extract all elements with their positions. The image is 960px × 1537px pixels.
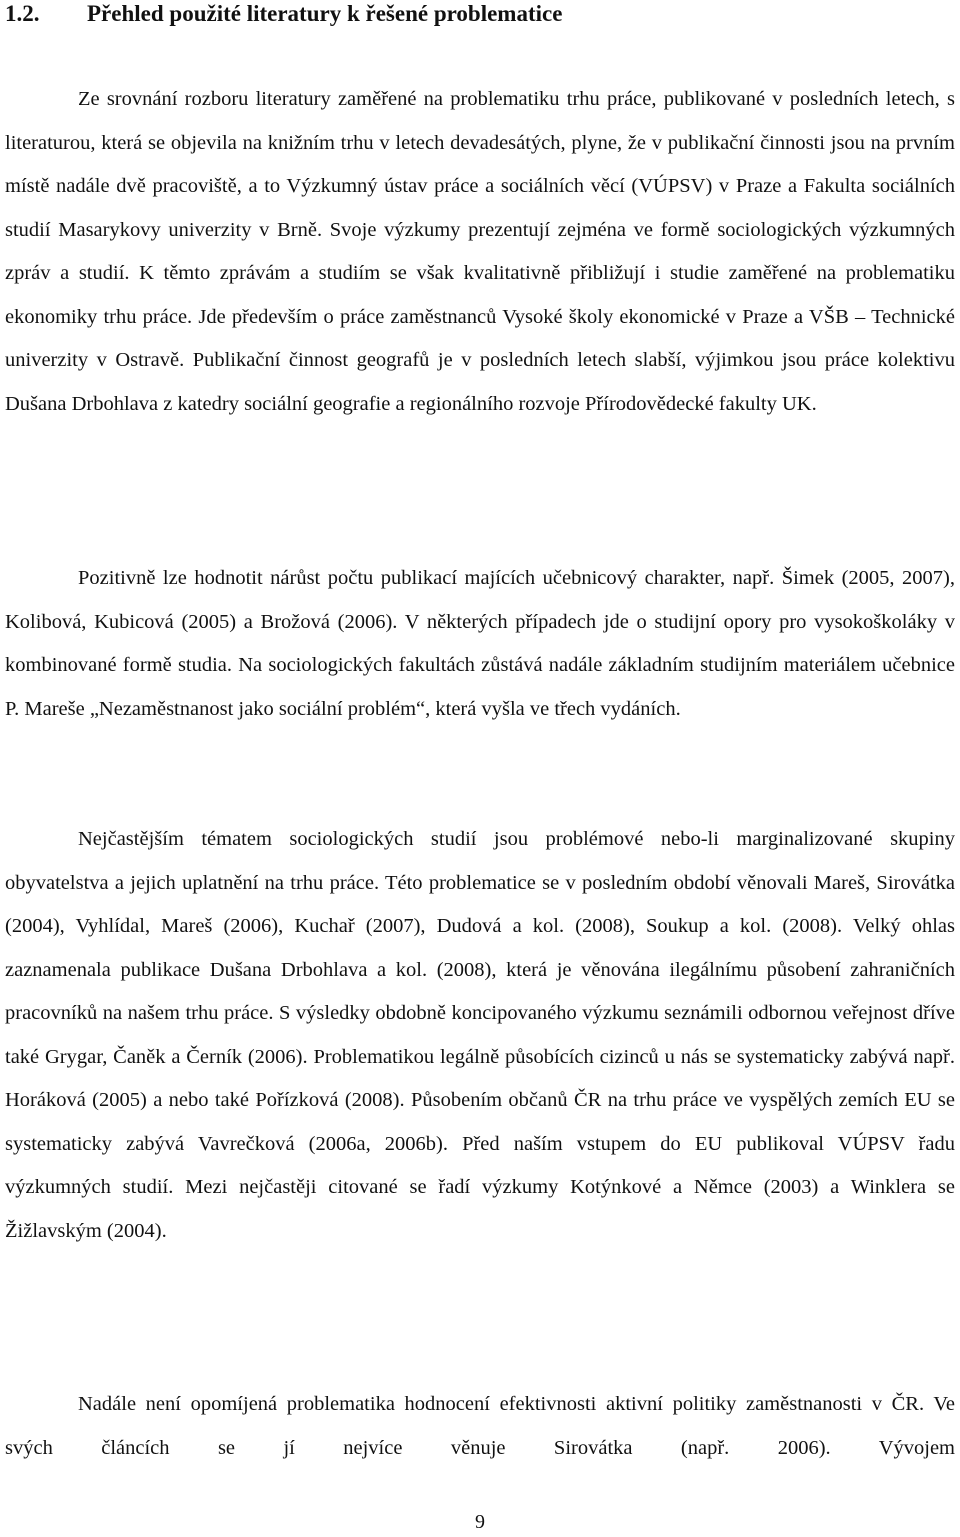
section-number: 1.2. <box>5 1 40 26</box>
paragraph-4: Nadále není opomíjená problematika hodnocení efektivnosti aktivní politiky zaměstnanosti v ČR. Ve svých článcích se jí nejvíce věnuje Sirovátka (např. 2006). Vývojem <box>5 1393 955 1459</box>
section-heading <box>5 0 955 28</box>
paragraph-3: Nejčastějším tématem sociologických studií jsou problémové nebo-li marginalizované skupiny obyvatelstva a jejich uplatnění na trhu práce. Této problematice se v posledním období věnovali Mareš, Sirovátka (2004), Vyhlídal, Mareš (2006), Kuchař (2007), Dudová a kol. (2008), Soukup a kol. (2008). Velký ohlas zaznamenala publikace Dušana Drbohlava a kol. (2008), která je věnována ilegálnímu působení zahraničních pracovníků na našem trhu práce. S výsledky obdobně koncipovaného výzkumu seznámili odbornou veřejnost dříve také Grygar, Čaněk a Černík (2006). Problematikou legálně působících cizinců u nás se systematicky zabývá např. Horáková (2005) a nebo také Pořízková (2008). Působením občanů ČR na trhu práce ve vyspělých zemích EU se systematicky zabývá Vavrečková (2006a, 2006b). Před naším vstupem do EU publikoval VÚPSV řadu výzkumných studií. Mezi nejčastěji citované se řadí výzkumy Kotýnkové a Němce (2003) a Winklera se Žižlavským (2004). <box>5 828 955 1242</box>
page-number: 9 <box>475 1511 485 1533</box>
paragraph-1: Ze srovnání rozboru literatury zaměřené na problematiku trhu práce, publikované v posledních letech, s literaturou, která se objevila na knižním trhu v letech devadesátých, plyne, že v publikační činnosti jsou na prvním místě nadále dvě pracoviště, a to Výzkumný ústav práce a sociálních věcí (VÚPSV) v Praze a Fakulta sociálních studií Masarykovy univerzity v Brně. Svoje výzkumy prezentují zejména ve formě sociologických výzkumných zpráv a studií. K těmto zprávám a studiím se však kvalitativně přibližují i studie zaměřené na problematiku ekonomiky trhu práce. Jde především o práce zaměstnanců Vysoké školy ekonomické v Praze a VŠB – Technické univerzity v Ostravě. Publikační činnost geografů je v posledních letech slabší, výjimkou jsou práce kolektivu Dušana Drbohlava z katedry sociální geografie a regionálního rozvoje Přírodovědecké fakulty UK. <box>5 88 955 415</box>
paragraph-2: Pozitivně lze hodnotit nárůst počtu publikací majících učebnicový charakter, např. Šimek (2005, 2007), Kolibová, Kubicová (2005) a Brožová (2006). V některých případech jde o studijní opory pro vysokoškoláky v kombinované formě studia. Na sociologických fakultách zůstává nadále základním studijním materiálem učebnice P. Mareše „Nezaměstnanost jako sociální problém“, která vyšla ve třech vydáních. <box>5 567 955 720</box>
document-page <box>5 0 955 1459</box>
section-title: Přehled použité literatury k řešené problematice <box>87 1 563 26</box>
